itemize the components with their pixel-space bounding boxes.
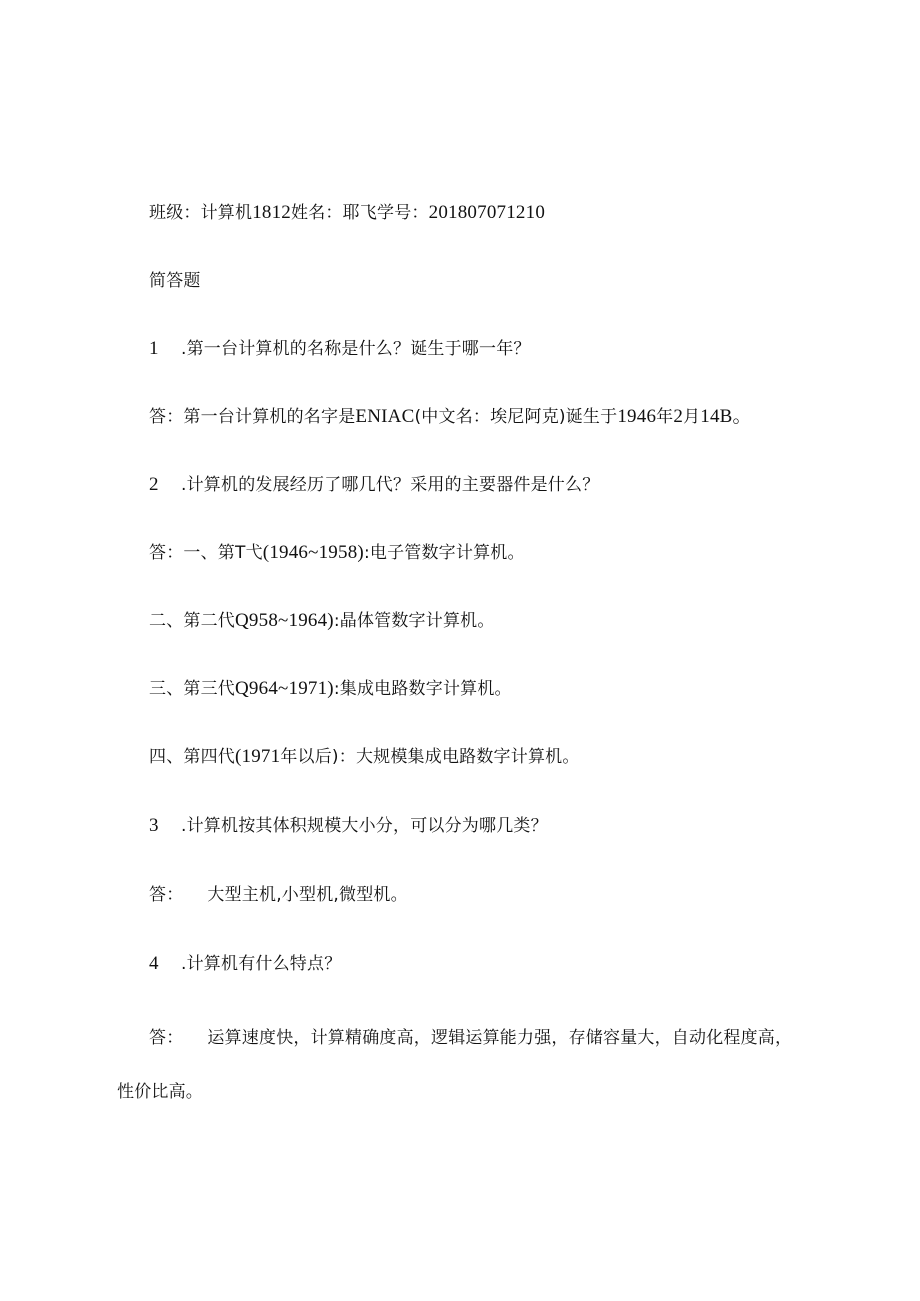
generation-range: Q958~1964) xyxy=(235,610,334,631)
question-2 xyxy=(149,474,599,496)
answer-eniac: ENIAC xyxy=(355,406,415,427)
class-label: 班级：计算机 xyxy=(149,203,253,223)
answer-month-unit: 月 xyxy=(683,407,701,427)
answer-2-line-3 xyxy=(149,678,512,700)
class-value: 1812 xyxy=(252,202,292,223)
generation-suffix: :集成电路数字计算机。 xyxy=(333,679,512,699)
generation-suffix: 年以后)：大规模集成电路数字计算机。 xyxy=(280,747,580,767)
generation-range: Q964~1971) xyxy=(235,678,334,699)
name-label: 姓名：耶飞学号： xyxy=(291,203,429,223)
section-title: 简答题 xyxy=(149,271,201,291)
question-3 xyxy=(149,815,548,837)
answer-text: 大型主机,小型机,微型机。 xyxy=(207,885,408,905)
question-4 xyxy=(149,953,341,975)
answer-2-line-2 xyxy=(149,610,495,632)
answer-4-continued: 性价比高。 xyxy=(117,1082,203,1102)
question-text: .计算机有什么特点？ xyxy=(181,954,342,974)
answer-label: 答：第一台计算机的名字是 xyxy=(149,407,356,427)
answer-label: 答： xyxy=(149,1028,184,1048)
answer-3 xyxy=(149,884,408,906)
generation-prefix: 四、第四代 xyxy=(149,747,235,767)
question-1 xyxy=(149,338,531,360)
answer-4 xyxy=(149,1027,792,1049)
question-text: .计算机的发展经历了哪几代？采用的主要器件是什么？ xyxy=(181,475,600,495)
generation-range: (1971 xyxy=(235,746,281,767)
answer-label: 答： xyxy=(149,885,184,905)
generation-prefix: 二、第二代 xyxy=(149,611,235,631)
student-id: 201807071210 xyxy=(428,202,546,223)
answer-year: 1946 xyxy=(617,406,657,427)
generation-suffix: :晶体管数字计算机。 xyxy=(333,611,495,631)
answer-middle: (中文名：埃尼阿克)诞生于 xyxy=(414,407,618,427)
header-line xyxy=(149,202,545,224)
question-number: 2 xyxy=(149,474,159,495)
question-number: 1 xyxy=(149,338,159,359)
answer-month: 2 xyxy=(673,406,684,427)
question-number: 4 xyxy=(149,953,159,974)
question-text: .计算机按其体积规模大小分，可以分为哪几类？ xyxy=(181,816,548,836)
answer-year-unit: 年 xyxy=(656,407,674,427)
generation-range: (1946~1958) xyxy=(262,542,364,563)
answer-text: 运算速度快，计算精确度高，逻辑运算能力强，存储容量大，自动化程度高， xyxy=(207,1028,793,1048)
question-number: 3 xyxy=(149,815,159,836)
answer-day: 14B。 xyxy=(700,406,752,427)
generation-prefix: 答：一、第T弋 xyxy=(149,543,263,563)
generation-prefix: 三、第三代 xyxy=(149,679,235,699)
question-text: .第一台计算机的名称是什么？诞生于哪一年？ xyxy=(181,339,531,359)
answer-2-line-4 xyxy=(149,746,580,768)
answer-2-line-1 xyxy=(149,542,525,564)
answer-1 xyxy=(149,406,752,428)
generation-suffix: :电子管数字计算机。 xyxy=(363,543,525,563)
